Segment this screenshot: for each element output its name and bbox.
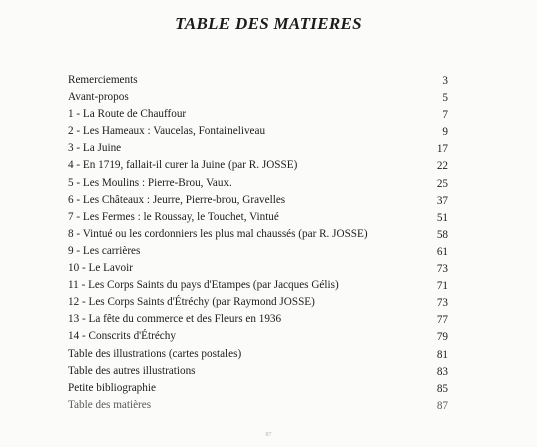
toc-entry-page: 3	[442, 75, 448, 87]
toc-entry-page: 71	[436, 280, 448, 293]
toc-entry	[68, 106, 448, 123]
toc-entry-page: 87	[436, 399, 448, 412]
toc-entry-label: 8 - Vintué ou les cordonniers les plus mal chaussés (par R. JOSSE)	[68, 227, 368, 240]
toc-entry	[68, 157, 448, 174]
toc-entry-page: 73	[436, 297, 448, 310]
toc-entry	[68, 209, 448, 226]
toc-entry	[68, 175, 448, 192]
toc-entry	[68, 140, 448, 157]
toc-entry	[68, 260, 448, 277]
toc-entry-page: 73	[436, 263, 448, 276]
toc-entry-page: 22	[436, 160, 448, 173]
toc-entry-page: 17	[436, 143, 448, 156]
toc-entry	[68, 346, 448, 363]
toc-entry	[68, 243, 448, 260]
toc-entry	[68, 192, 448, 209]
toc-entry-label: Avant-propos	[68, 91, 129, 104]
toc-entry-page: 85	[436, 382, 448, 395]
toc-entry-label: 11 - Les Corps Saints du pays d'Etampes (par Jacques Gélis)	[68, 279, 339, 292]
toc-entry-page: 25	[436, 177, 448, 190]
toc-entry	[68, 277, 448, 294]
toc-entry-label: 4 - En 1719, fallait-il curer la Juine (par R. JOSSE)	[68, 159, 298, 172]
toc-entry-label: 9 - Les carrières	[68, 244, 141, 257]
toc-entry	[68, 380, 448, 397]
toc-entry-page: 83	[436, 365, 448, 378]
toc-entry-label: Table des illustrations (cartes postales)	[68, 347, 242, 360]
toc-entry-page: 61	[436, 245, 448, 258]
toc-entry	[68, 311, 448, 328]
toc-entry	[68, 123, 448, 140]
toc-entry	[68, 397, 448, 414]
toc-entry-label: 12 - Les Corps Saints d'Étréchy (par Raymond JOSSE)	[68, 296, 315, 309]
toc-entry-label: 6 - Les Châteaux : Jeurre, Pierre-brou, Gravelles	[68, 193, 286, 206]
toc-entry	[68, 72, 448, 89]
toc-entry	[68, 328, 448, 345]
toc-entry-page: 5	[442, 92, 448, 105]
toc-entry-label: 10 - Le Lavoir	[68, 262, 133, 275]
toc-entry-page: 51	[436, 211, 448, 224]
toc-entry-label: 5 - Les Moulins : Pierre-Brou, Vaux.	[68, 176, 232, 189]
toc-entry-page: 79	[436, 331, 448, 344]
toc-entry-page: 77	[436, 314, 448, 327]
toc-entry-label: Petite bibliographie	[68, 381, 156, 394]
toc-entry-label: Remerciements	[68, 74, 138, 86]
toc-entry-label: 7 - Les Fermes : le Roussay, le Touchet, Vintué	[68, 210, 279, 223]
toc-entry	[68, 294, 448, 311]
toc-entry-label: Table des matières	[68, 398, 152, 411]
page-title: TABLE DES MATIERES	[175, 14, 362, 33]
toc-entry-label: 3 - La Juine	[68, 142, 122, 155]
toc-entry-page: 81	[436, 348, 448, 361]
toc-entry-page: 9	[442, 126, 448, 139]
toc-entry-page: 58	[436, 228, 448, 241]
toc-entry	[68, 89, 448, 106]
page-number-footer: 87	[265, 432, 272, 438]
toc-entry-page: 37	[436, 194, 448, 207]
toc-entry-label: 2 - Les Hameaux : Vaucelas, Fontaineliveau	[68, 125, 266, 138]
toc-entry-label: 1 - La Route de Chauffour	[68, 108, 187, 121]
toc-entry	[68, 363, 448, 380]
toc-entry	[68, 226, 448, 243]
toc-entry-label: Table des autres illustrations	[68, 364, 196, 377]
toc-entry-label: 13 - La fête du commerce et des Fleurs en 1936	[68, 313, 282, 326]
table-of-contents	[68, 72, 448, 414]
toc-entry-label: 14 - Conscrits d'Étréchy	[68, 330, 176, 343]
toc-entry-page: 7	[442, 109, 448, 122]
